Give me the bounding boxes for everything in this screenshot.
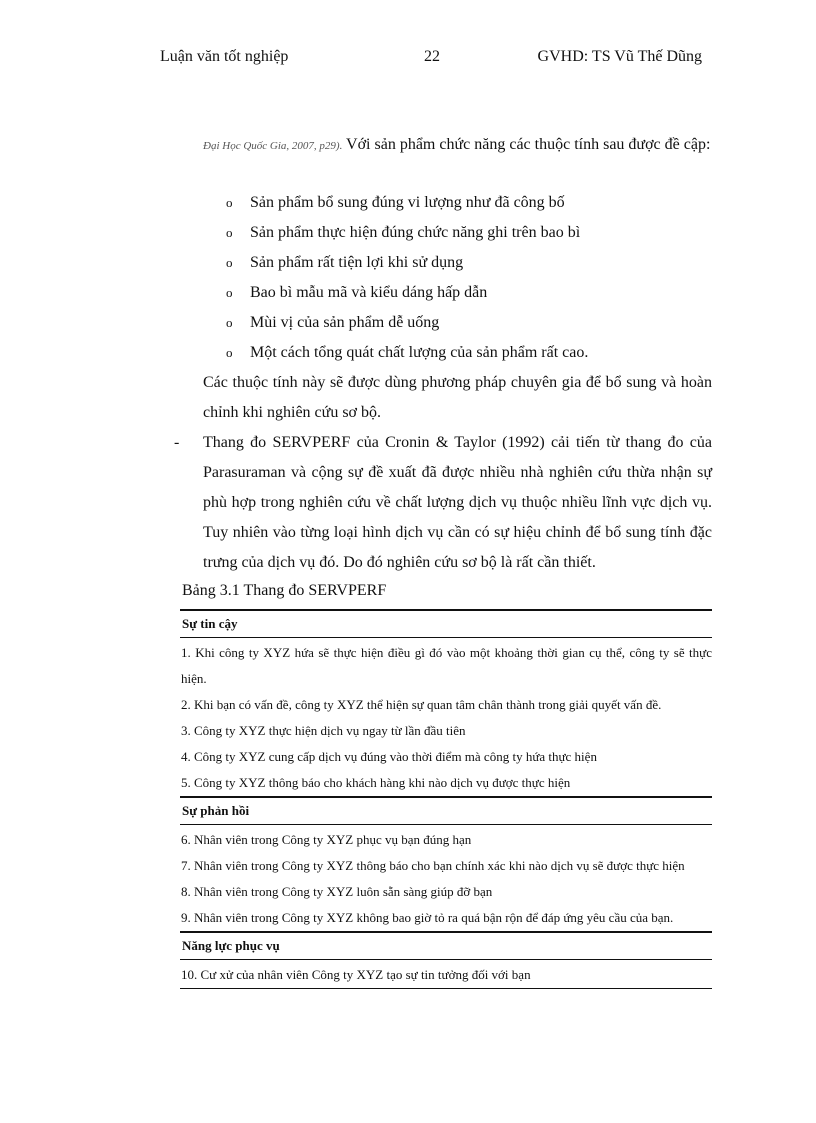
bullet-mark: o	[226, 285, 233, 300]
body-paragraph: Các thuộc tính này sẽ được dùng phương pháp chuyên gia để bổ sung và hoàn chỉnh khi nghiên cứu sơ bộ.	[203, 374, 712, 421]
servperf-table	[180, 609, 712, 989]
intro-paragraph	[203, 130, 712, 161]
table-row: 2. Khi bạn có vấn đề, công ty XYZ thể hiện sự quan tâm chân thành trong giải quyết vấn đề.	[181, 697, 662, 712]
dash-mark: -	[174, 434, 180, 451]
bullet-mark: o	[226, 315, 233, 330]
list-item-text: Sản phẩm thực hiện đúng chức năng ghi trên bao bì	[250, 224, 581, 241]
header-advisor: GVHD: TS Vũ Thế Dũng	[537, 48, 702, 65]
bullet-mark: o	[226, 225, 233, 240]
bullet-mark: o	[226, 195, 233, 210]
table-row: 3. Công ty XYZ thực hiện dịch vụ ngay từ lần đầu tiên	[181, 723, 466, 738]
list-item-text: Sản phẩm rất tiện lợi khi sử dụng	[250, 254, 464, 271]
table-row: 7. Nhân viên trong Công ty XYZ thông báo cho bạn chính xác khi nào dịch vụ sẽ được thực hiện	[181, 858, 685, 873]
list-item	[226, 188, 706, 218]
citation: Đại Học Quốc Gia, 2007, p29).	[203, 140, 343, 152]
list-item	[226, 338, 706, 368]
table-row: 8. Nhân viên trong Công ty XYZ luôn sẵn sàng giúp đỡ bạn	[181, 884, 493, 899]
table-caption: Bảng 3.1 Thang đo SERVPERF	[182, 582, 387, 599]
table-section-title: Năng lực phục vụ	[182, 938, 280, 953]
list-item-text: Sản phẩm bổ sung đúng vi lượng như đã công bố	[250, 194, 565, 211]
table-row: 10. Cư xử của nhân viên Công ty XYZ tạo sự tin tưởng đối với bạn	[181, 967, 531, 982]
page-header	[160, 48, 702, 72]
table-row: 5. Công ty XYZ thông báo cho khách hàng khi nào dịch vụ được thực hiện	[181, 775, 571, 790]
table-row: 6. Nhân viên trong Công ty XYZ phục vụ bạn đúng hạn	[181, 832, 472, 847]
list-item-text: Mùi vị của sản phẩm dễ uống	[250, 314, 440, 331]
dash-item-text: Thang đo SERVPERF của Cronin & Taylor (1992) cải tiến từ thang đo của Parasuraman và cộng sự đề xuất đã được nhiều nhà nghiên cứu thừa nhận sự phù hợp trong nghiên cứu về chất lượng dịch vụ thuộc nhiều lĩnh vực dịch vụ. Tuy nhiên vào từng loại hình dịch vụ cần có sự hiệu chỉnh để bổ sung tính đặc trưng của dịch vụ đó. Do đó nghiên cứu sơ bộ là rất cần thiết.	[203, 434, 712, 571]
list-item	[226, 308, 706, 338]
bullet-mark: o	[226, 345, 233, 360]
list-item-text: Bao bì mẫu mã và kiểu dáng hấp dẫn	[250, 284, 488, 301]
table-rule	[180, 988, 712, 989]
list-item	[226, 218, 706, 248]
table-row: 1. Khi công ty XYZ hứa sẽ thực hiện điều gì đó vào một khoảng thời gian cụ thể, công ty sẽ thực hiện.	[181, 645, 712, 686]
table-section-title: Sự tin cậy	[182, 616, 238, 631]
header-title: Luận văn tốt nghiệp	[160, 48, 289, 65]
attribute-list	[226, 188, 706, 368]
table-row: 9. Nhân viên trong Công ty XYZ không bao giờ tỏ ra quá bận rộn để đáp ứng yêu cầu của bạn.	[181, 910, 674, 925]
intro-text: Với sản phẩm chức năng các thuộc tính sau được đề cập:	[342, 136, 711, 153]
list-item	[226, 278, 706, 308]
list-item-text: Một cách tổng quát chất lượng của sản phẩm rất cao.	[250, 344, 589, 361]
table-section-title: Sự phản hồi	[182, 803, 250, 818]
list-item	[226, 248, 706, 278]
bullet-mark: o	[226, 255, 233, 270]
table-row: 4. Công ty XYZ cung cấp dịch vụ đúng vào thời điểm mà công ty hứa thực hiện	[181, 749, 597, 764]
page-number: 22	[424, 48, 440, 65]
